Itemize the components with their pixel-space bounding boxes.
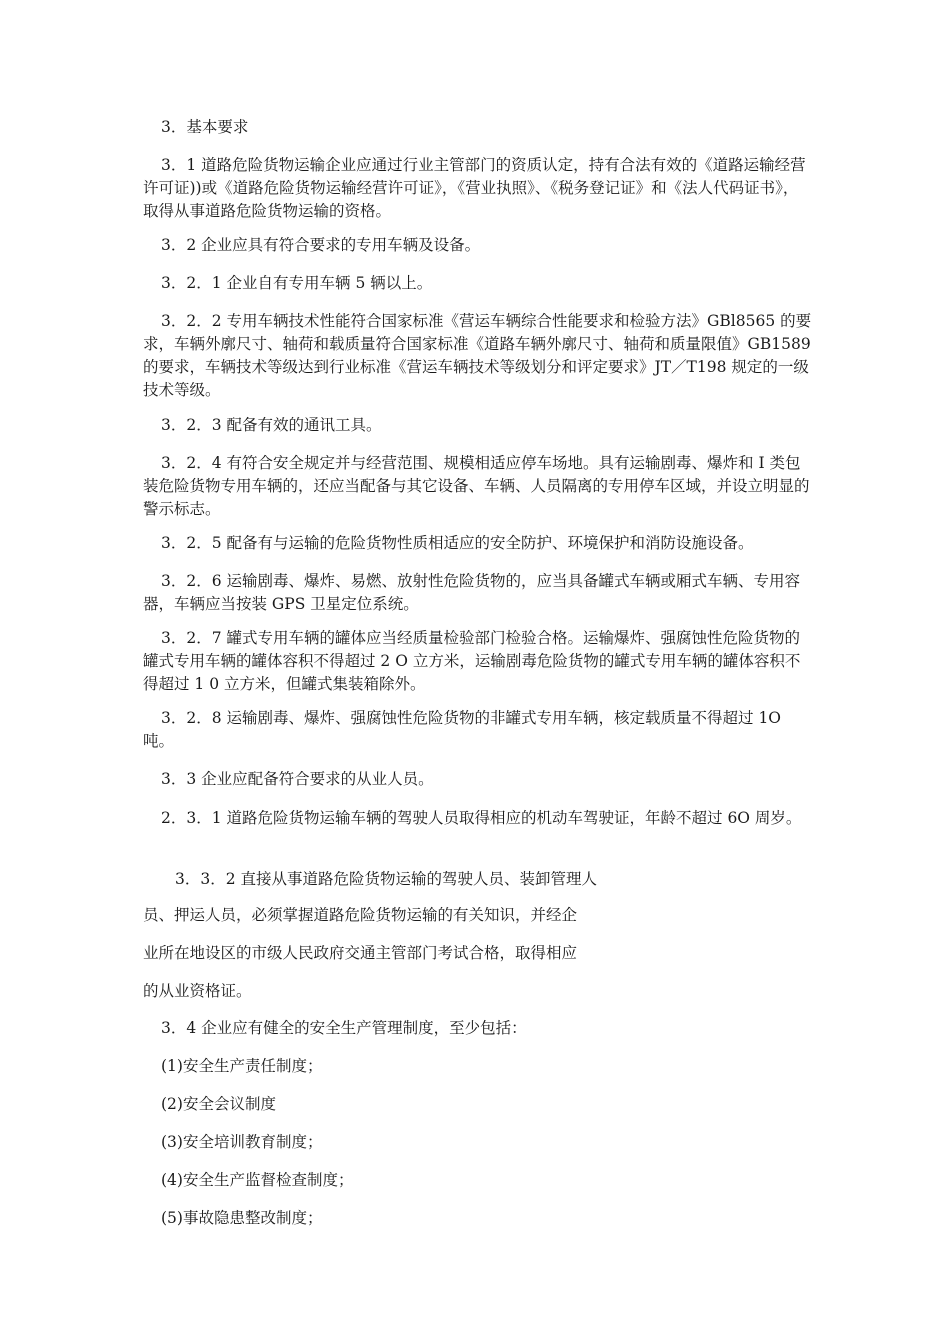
paragraph-3-2-3: 3．2．3 配备有效的通讯工具。 bbox=[161, 416, 382, 434]
paragraph-3-2-6: 3．2．6 运输剧毒、爆炸、易燃、放射性危险货物的，应当具备罐式车辆或厢式车辆、专用容器，车辆应当按装 GPS 卫星定位系统。 bbox=[143, 572, 801, 613]
paragraph-3-3-2-line4: 的从业资格证。 bbox=[143, 982, 252, 1000]
paragraph-3-2-1: 3．2．1 企业自有专用车辆 5 辆以上。 bbox=[161, 274, 433, 292]
section-heading: 3．基本要求 bbox=[161, 118, 249, 136]
paragraph-3-1: 3．1 道路危险货物运输企业应通过行业主管部门的资质认定，持有合法有效的《道路运输经营许可证))或《道路危险货物运输经营许可证》，《营业执照》、《税务登记证》和《法人代码证书》，取得从事道路危险货物运输的资格。 bbox=[143, 156, 806, 220]
paragraph-3-2-8: 3．2．8 运输剧毒、爆炸、强腐蚀性危险货物的非罐式专用车辆，核定载质量不得超过 1O 吨。 bbox=[143, 709, 782, 750]
list-item-4: (4)安全生产监督检查制度； bbox=[161, 1171, 354, 1189]
paragraph-3-2-5: 3．2．5 配备有与运输的危险货物性质相适应的安全防护、环境保护和消防设施设备。 bbox=[161, 534, 754, 552]
list-item-1: (1)安全生产责任制度； bbox=[161, 1057, 323, 1075]
paragraph-3-2-7: 3．2．7 罐式专用车辆的罐体应当经质量检验部门检验合格。运输爆炸、强腐蚀性危险货物的罐式专用车辆的罐体容积不得超过 2 O 立方米，运输剧毒危险货物的罐式专用车辆的罐体容积不得超过 1 0 立方米，但罐式集装箱除外。 bbox=[143, 629, 801, 693]
paragraph-3-3-2-line1: 3．3．2 直接从事道路危险货物运输的驾驶人员、装卸管理人 bbox=[175, 870, 598, 888]
paragraph-3-2-4: 3．2．4 有符合安全规定并与经营范围、规模相适应停车场地。具有运输剧毒、爆炸和 I 类包装危险货物专用车辆的，还应当配备与其它设备、车辆、人员隔离的专用停车区域，并设立明显的警示标志。 bbox=[143, 454, 810, 518]
list-item-3: (3)安全培训教育制度； bbox=[161, 1133, 323, 1151]
paragraph-3-3-2-line3: 业所在地设区的市级人民政府交通主管部门考试合格，取得相应 bbox=[143, 944, 578, 962]
paragraph-3-2: 3．2 企业应具有符合要求的专用车辆及设备。 bbox=[161, 236, 481, 254]
paragraph-3-2-2: 3．2．2 专用车辆技术性能符合国家标准《营运车辆综合性能要求和检验方法》GBl8565 的要求，车辆外廓尺寸、轴荷和载质量符合国家标准《道路车辆外廓尺寸、轴荷和质量限值》GB1589 的要求，车辆技术等级达到行业标准《营运车辆技术等级划分和评定要求》JT／T198 规定的一级技术等级。 bbox=[143, 312, 812, 399]
paragraph-3-3: 3．3 企业应配备符合要求的从业人员。 bbox=[161, 770, 434, 788]
list-item-2: (2)安全会议制度 bbox=[161, 1095, 276, 1113]
list-item-5: (5)事故隐患整改制度； bbox=[161, 1209, 323, 1227]
paragraph-3-4: 3．4 企业应有健全的安全生产管理制度，至少包括： bbox=[161, 1019, 527, 1037]
paragraph-3-3-2-line2: 员、押运人员，必须掌握道路危险货物运输的有关知识，并经企 bbox=[143, 906, 578, 924]
paragraph-2-3-1: 2．3．1 道路危险货物运输车辆的驾驶人员取得相应的机动车驾驶证，年龄不超过 6O 周岁。 bbox=[161, 809, 802, 827]
